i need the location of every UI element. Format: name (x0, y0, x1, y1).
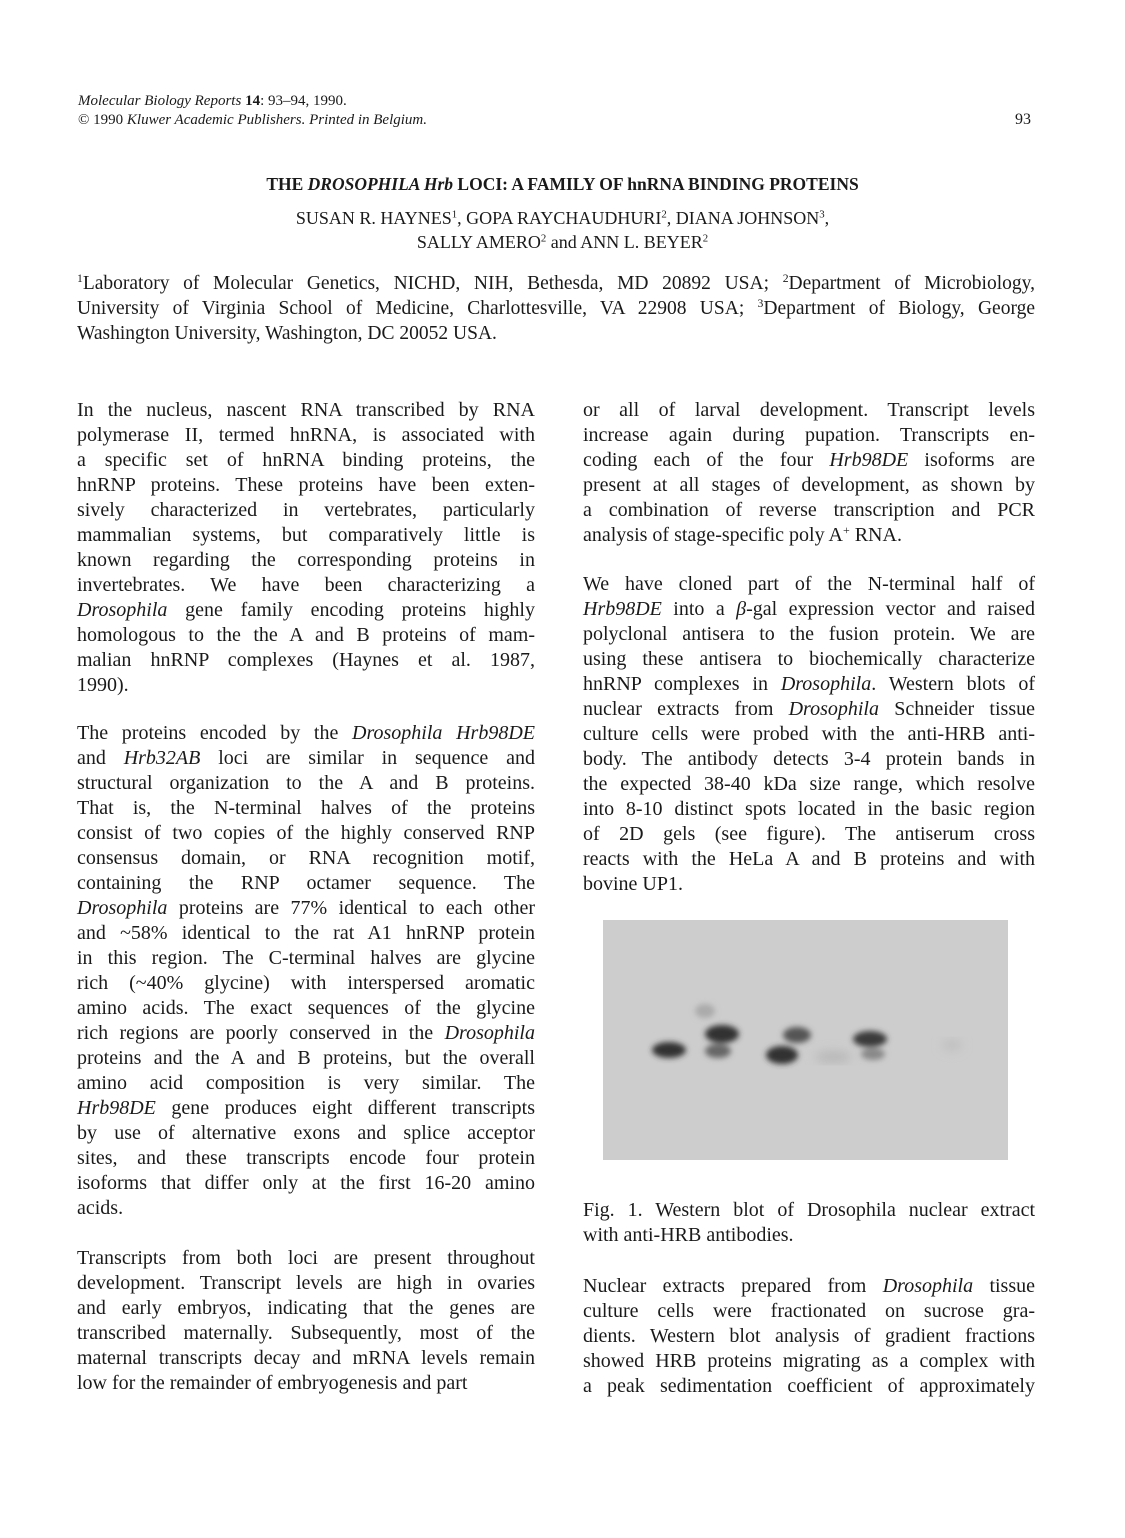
text-segment: body. The antibody detects 3-4 protein bands in (583, 748, 1035, 770)
text-segment: hnRNP complexes in (583, 673, 781, 695)
blot-spot (652, 1042, 686, 1058)
text-line (77, 573, 535, 598)
text-line (77, 1096, 535, 1121)
text-segment: culture cells were probed with the anti-HRB anti- (583, 723, 1035, 745)
text-segment: and early embryos, indicating that the genes are (77, 1297, 535, 1319)
text-segment: The proteins encoded by the (77, 722, 353, 744)
superscript: 3 (819, 208, 825, 221)
paragraph (77, 398, 535, 698)
italic-text: Drosophila (77, 599, 168, 621)
text-line (77, 448, 535, 473)
text-line (77, 1271, 535, 1296)
text-segment: nuclear extracts from (583, 698, 789, 720)
text-line (583, 622, 1035, 647)
text-line (583, 822, 1035, 847)
text-segment: tissue (973, 1275, 1035, 1297)
superscript: + (842, 522, 850, 537)
superscript: 1 (77, 271, 83, 285)
text-line (77, 673, 535, 698)
text-segment: with anti-HRB antibodies. (583, 1224, 794, 1246)
text-segment: hnRNP proteins. These proteins have been exten- (77, 474, 535, 496)
text-segment: and ANN L. BEYER (546, 232, 703, 252)
italic-text: Drosophila (882, 1275, 974, 1297)
superscript: 2 (702, 232, 709, 245)
text-line (77, 648, 535, 673)
text-line (583, 498, 1035, 523)
western-blot-image (603, 920, 1008, 1160)
text-line (77, 796, 535, 821)
affiliations (77, 271, 1035, 346)
text-segment: development. Transcript levels are high in ovaries (77, 1272, 535, 1294)
text-segment: sites, and these transcripts encode four protein (77, 1147, 535, 1169)
text-segment: Transcripts from both loci are present throughout (77, 1247, 535, 1269)
text-segment: low for the remainder of embryogenesis and part (77, 1372, 468, 1394)
text-segment: containing the RNP octamer sequence. The (77, 872, 535, 894)
bold-text: 14 (245, 93, 261, 109)
text-line (583, 647, 1035, 672)
text-segment: a specific set of hnRNA binding proteins, the (77, 449, 535, 471)
text-segment: transcribed maternally. Subsequently, most of the (77, 1322, 535, 1344)
text-line (77, 473, 535, 498)
text-line (77, 321, 1035, 346)
text-segment: the expected 38-40 kDa size range, which resolve (583, 773, 1035, 795)
text-segment: Nuclear extracts prepared from (583, 1275, 883, 1297)
text-segment: sively characterized in vertebrates, particularly (77, 499, 535, 521)
text-line (77, 271, 1035, 296)
text-segment: 1990). (77, 674, 129, 696)
text-segment: and ~58% identical to the rat A1 hnRNP protein (77, 922, 535, 944)
text-segment: THE (266, 174, 308, 194)
text-line (77, 846, 535, 871)
text-line (583, 473, 1035, 498)
text-line (77, 1171, 535, 1196)
text-line (77, 1071, 535, 1096)
superscript: 1 (451, 208, 458, 221)
text-segment: of 2D gels (see figure). The antiserum cross (583, 823, 1035, 845)
text-line (583, 448, 1035, 473)
blot-spot (861, 1048, 885, 1060)
text-line (77, 1371, 535, 1396)
text-line (78, 92, 427, 111)
paragraph (77, 721, 535, 1221)
text-segment: into 8-10 distinct spots located in the basic region (583, 798, 1035, 820)
text-line (77, 1296, 535, 1321)
blot-spot (783, 1027, 811, 1043)
journal-citation (78, 92, 427, 130)
text-line (77, 423, 535, 448)
text-segment: Fig. 1. Western blot of Drosophila nuclear extract (583, 1199, 1035, 1221)
text-segment: maternal transcripts decay and mRNA levels remain (77, 1347, 535, 1369)
text-line (77, 946, 535, 971)
blot-spot (705, 1025, 739, 1043)
text-segment: malian hnRNP complexes (Haynes et al. 1987, (77, 649, 535, 671)
text-segment: culture cells were fractionated on sucrose gra- (583, 1300, 1035, 1322)
blot-spot (705, 1044, 731, 1058)
text-line (583, 872, 1035, 897)
italic-text: Drosophila (788, 698, 879, 720)
text-segment: increase again during pupation. Transcripts en- (583, 424, 1035, 446)
text-segment: rich regions are poorly conserved in the (77, 1022, 445, 1044)
text-segment: analysis of stage-specific poly A (583, 524, 843, 546)
italic-text: Drosophila Hrb98DE (352, 722, 535, 744)
text-segment: Department of Biology, George (763, 298, 1035, 319)
paragraph (583, 1274, 1035, 1399)
text-line (77, 996, 535, 1021)
text-line (583, 1324, 1035, 1349)
text-line (583, 423, 1035, 448)
text-segment: gene produces eight different transcripts (155, 1097, 535, 1119)
italic-text: Drosophila (780, 673, 872, 695)
text-line (583, 572, 1035, 597)
text-segment: reacts with the HeLa A and B proteins and with (583, 848, 1035, 870)
text-line (583, 747, 1035, 772)
text-line (77, 1196, 535, 1221)
text-line (77, 1346, 535, 1371)
text-segment: Department of Microbiology, (788, 273, 1035, 294)
text-line (77, 771, 535, 796)
text-line (77, 971, 535, 996)
text-line (583, 672, 1035, 697)
text-line (77, 498, 535, 523)
text-segment: , DIANA JOHNSON (666, 208, 820, 228)
text-line (0, 230, 1125, 254)
italic-text: β (736, 598, 747, 620)
text-line (77, 1046, 535, 1071)
text-line (583, 1223, 1035, 1248)
text-segment: Washington University, Washington, DC 20052 USA. (77, 323, 497, 344)
text-line (77, 548, 535, 573)
text-line (77, 296, 1035, 321)
text-segment: using these antisera to biochemically characterize (583, 648, 1035, 670)
blot-spot (853, 1031, 887, 1047)
text-segment: or all of larval development. Transcript levels (583, 399, 1035, 421)
text-line (583, 1299, 1035, 1324)
text-segment: Schneider tissue (879, 698, 1035, 720)
text-segment: showed HRB proteins migrating as a complex with (583, 1350, 1035, 1372)
text-segment: In the nucleus, nascent RNA transcribed by RNA (77, 399, 535, 421)
text-segment: invertebrates. We have been characterizing a (77, 574, 535, 596)
text-segment: proteins and the A and B proteins, but the overall (77, 1047, 535, 1069)
italic-text: Drosophila (444, 1022, 535, 1044)
text-line (583, 847, 1035, 872)
text-segment: a combination of reverse transcription and PCR (583, 499, 1035, 521)
italic-text: Hrb32AB (123, 747, 201, 769)
text-segment: -gal expression vector and raised (746, 598, 1036, 620)
text-segment: . Western blots of (871, 673, 1035, 695)
text-segment: proteins are 77% identical to each other (167, 897, 535, 919)
text-segment: gene family encoding proteins highly (167, 599, 535, 621)
superscript: 2 (540, 232, 547, 245)
text-line (0, 174, 1125, 195)
text-segment: consist of two copies of the highly conserved RNP (77, 822, 535, 844)
text-segment: That is, the N-terminal halves of the proteins (77, 797, 535, 819)
paragraph (583, 572, 1035, 897)
italic-text: Drosophila (77, 897, 168, 919)
text-segment: mammalian systems, but comparatively little is (77, 524, 535, 546)
text-line (583, 1198, 1035, 1223)
text-segment: , GOPA RAYCHAUDHURI (457, 208, 662, 228)
paragraph (77, 1246, 535, 1396)
text-line (77, 921, 535, 946)
text-line (583, 398, 1035, 423)
text-line (77, 896, 535, 921)
text-segment: a peak sedimentation coefficient of approximately (583, 1375, 1035, 1397)
text-segment: isoforms that differ only at the first 16-20 amino (77, 1172, 535, 1194)
text-line (77, 871, 535, 896)
page-number: 93 (1015, 111, 1031, 128)
text-segment: polyclonal antisera to the fusion protein. We are (583, 623, 1035, 645)
blot-spot (766, 1046, 798, 1064)
text-line (583, 722, 1035, 747)
text-line (583, 797, 1035, 822)
text-segment: , (824, 208, 830, 228)
text-line (77, 1321, 535, 1346)
text-segment: Laboratory of Molecular Genetics, NICHD, NIH, Bethesda, MD 20892 USA; (82, 273, 783, 294)
text-line (77, 398, 535, 423)
text-segment: We have cloned part of the N-terminal half of (583, 573, 1035, 595)
text-line (77, 821, 535, 846)
blot-spot (942, 1039, 962, 1051)
text-segment: consensus domain, or RNA recognition motif, (77, 847, 535, 869)
text-segment: homologous to the the A and B proteins of mam- (77, 624, 535, 646)
text-segment: by use of alternative exons and splice acceptor (77, 1122, 535, 1144)
text-line (583, 597, 1035, 622)
text-segment: coding each of the four (583, 449, 830, 471)
text-line (77, 598, 535, 623)
text-line (77, 1021, 535, 1046)
text-segment: in this region. The C-terminal halves are glycine (77, 947, 535, 969)
text-segment: University of Virginia School of Medicine, Charlottesville, VA 22908 USA; (77, 298, 758, 319)
text-segment: bovine UP1. (583, 873, 683, 895)
text-line (583, 1349, 1035, 1374)
superscript: 3 (757, 296, 764, 310)
text-segment: © 1990 (78, 112, 127, 128)
text-segment: dients. Western blot analysis of gradient fractions (583, 1325, 1035, 1347)
text-segment: and (77, 747, 124, 769)
text-segment: isoforms are (908, 449, 1035, 471)
blot-spot (815, 1051, 851, 1063)
text-line (583, 697, 1035, 722)
text-line (77, 1146, 535, 1171)
text-segment: known regarding the corresponding proteins in (77, 549, 535, 571)
paragraph (583, 398, 1035, 548)
text-segment: acids. (77, 1197, 124, 1219)
text-segment: RNA. (849, 524, 902, 546)
text-line (77, 623, 535, 648)
text-line (77, 746, 535, 771)
text-segment: present at all stages of development, as shown by (583, 474, 1035, 496)
text-segment: amino acid composition is very similar. The (77, 1072, 535, 1094)
text-line (583, 523, 1035, 548)
italic-text: Hrb98DE (829, 449, 909, 471)
figure-caption (583, 1198, 1035, 1248)
text-line (0, 206, 1125, 230)
text-line (77, 1246, 535, 1271)
western-blot-figure (603, 920, 1008, 1160)
text-segment: SALLY AMERO (416, 232, 541, 252)
text-segment: loci are similar in sequence and (200, 747, 535, 769)
text-segment: amino acids. The exact sequences of the glycine (77, 997, 535, 1019)
text-line (583, 1274, 1035, 1299)
italic-text: DROSOPHILA Hrb (307, 174, 454, 194)
text-line (78, 111, 427, 130)
text-line (583, 772, 1035, 797)
text-line (77, 523, 535, 548)
text-line (77, 721, 535, 746)
blot-spot (695, 1004, 715, 1018)
text-segment: polymerase II, termed hnRNA, is associated with (77, 424, 535, 446)
italic-text: Kluwer Academic Publishers. Printed in Belgium. (126, 112, 428, 128)
text-line (77, 1121, 535, 1146)
author-list (0, 206, 1125, 254)
article-title (0, 174, 1125, 195)
superscript: 2 (782, 271, 789, 285)
superscript: 2 (661, 208, 667, 221)
italic-text: Molecular Biology Reports (78, 93, 242, 109)
text-line (583, 1374, 1035, 1399)
text-segment: into a (661, 598, 737, 620)
text-segment: : 93–94, 1990. (260, 93, 347, 109)
text-segment: SUSAN R. HAYNES (295, 208, 452, 228)
text-segment: LOCI: A FAMILY OF hnRNA BINDING PROTEINS (453, 174, 859, 194)
italic-text: Hrb98DE (583, 598, 662, 620)
text-segment: rich (~40% glycine) with interspersed aromatic (77, 972, 535, 994)
italic-text: Hrb98DE (77, 1097, 156, 1119)
text-segment: structural organization to the A and B proteins. (77, 772, 535, 794)
